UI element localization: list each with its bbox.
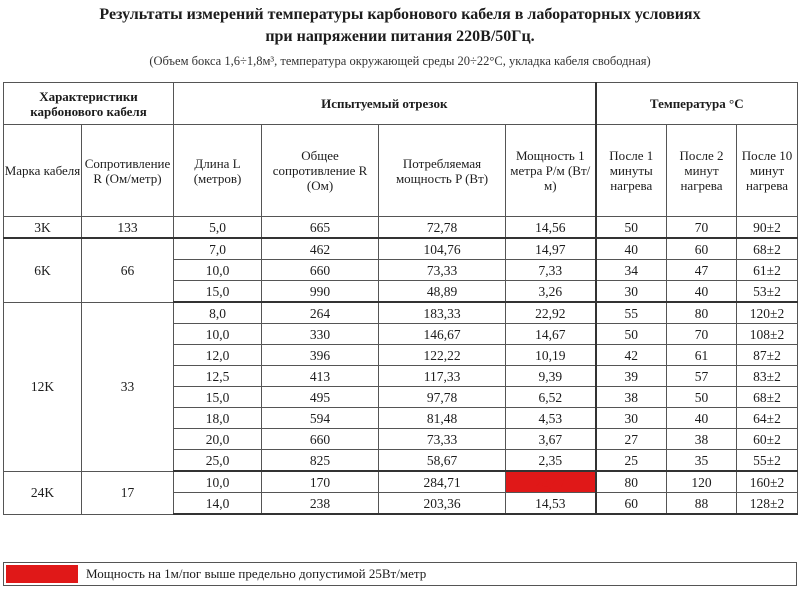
cell-t2: 60 xyxy=(667,238,737,260)
header-after-10-min: После 10 минут нагрева xyxy=(737,125,798,217)
cell-cable-brand: 3K xyxy=(4,217,82,239)
header-resistance: Сопротивление R (Ом/метр) xyxy=(82,125,174,217)
header-characteristics: Характеристики карбонового кабеля xyxy=(4,83,174,125)
cell-t2: 70 xyxy=(667,324,737,345)
cell-t1: 38 xyxy=(596,387,667,408)
cell-per-m: 14,56 xyxy=(506,217,596,239)
cell-power: 203,36 xyxy=(379,493,506,515)
cell-t2: 57 xyxy=(667,366,737,387)
cell-per-m: 14,97 xyxy=(506,238,596,260)
cell-t1: 30 xyxy=(596,281,667,303)
cell-t2: 61 xyxy=(667,345,737,366)
cell-t10: 68±2 xyxy=(737,238,798,260)
cell-t2: 80 xyxy=(667,302,737,324)
cell-power: 284,71 xyxy=(379,471,506,493)
cell-t10: 160±2 xyxy=(737,471,798,493)
cell-t10: 87±2 xyxy=(737,345,798,366)
cell-t1: 27 xyxy=(596,429,667,450)
cell-cable-brand: 12K xyxy=(4,302,82,471)
table-row xyxy=(4,302,798,324)
header-after-1-min: После 1 минуты нагрева xyxy=(596,125,667,217)
cell-per-m: 2,35 xyxy=(506,450,596,472)
header-cable-brand: Марка кабеля xyxy=(4,125,82,217)
cell-power: 122,22 xyxy=(379,345,506,366)
cell-t1: 60 xyxy=(596,493,667,515)
cell-power: 48,89 xyxy=(379,281,506,303)
legend-text: Мощность на 1м/пог выше предельно допустимой 25Вт/метр xyxy=(86,566,427,581)
title-line-1: Результаты измерений температуры карбонового кабеля в лабораторных условиях xyxy=(99,6,701,23)
cell-t1: 55 xyxy=(596,302,667,324)
cell-resistance: 133 xyxy=(82,217,174,239)
cell-power: 81,48 xyxy=(379,408,506,429)
table-row xyxy=(4,217,798,239)
cell-t1: 25 xyxy=(596,450,667,472)
cell-t10: 68±2 xyxy=(737,387,798,408)
subtitle: (Объем бокса 1,6÷1,8м³, температура окружающей среды 20÷22°С, укладка кабеля свободная) xyxy=(149,54,651,68)
cell-t2: 35 xyxy=(667,450,737,472)
cell-t1: 80 xyxy=(596,471,667,493)
cell-per-m: 9,39 xyxy=(506,366,596,387)
cell-t10: 55±2 xyxy=(737,450,798,472)
cell-per-m: 3,67 xyxy=(506,429,596,450)
cell-per-m: 7,33 xyxy=(506,260,596,281)
cell-resistance: 17 xyxy=(82,471,174,514)
cell-length: 18,0 xyxy=(174,408,262,429)
cell-t10: 128±2 xyxy=(737,493,798,515)
cell-length: 15,0 xyxy=(174,281,262,303)
cell-resistance: 66 xyxy=(82,238,174,302)
header-segment: Испытуемый отрезок xyxy=(174,83,596,125)
cell-per-m: 28,47 xyxy=(506,471,596,493)
cell-per-m: 3,26 xyxy=(506,281,596,303)
cell-t1: 42 xyxy=(596,345,667,366)
cell-t1: 40 xyxy=(596,238,667,260)
cell-t2: 40 xyxy=(667,281,737,303)
cell-length: 10,0 xyxy=(174,471,262,493)
cell-total: 330 xyxy=(262,324,379,345)
cell-power: 97,78 xyxy=(379,387,506,408)
cell-total: 825 xyxy=(262,450,379,472)
cell-total: 495 xyxy=(262,387,379,408)
cell-t10: 64±2 xyxy=(737,408,798,429)
cell-power: 72,78 xyxy=(379,217,506,239)
header-power-per-meter: Мощность 1 метра P/м (Вт/м) xyxy=(506,125,596,217)
cell-per-m: 14,67 xyxy=(506,324,596,345)
cell-length: 15,0 xyxy=(174,387,262,408)
cell-total: 413 xyxy=(262,366,379,387)
title-line-2: при напряжении питания 220В/50Гц. xyxy=(265,28,535,45)
cell-per-m: 22,92 xyxy=(506,302,596,324)
cell-length: 10,0 xyxy=(174,260,262,281)
cell-length: 5,0 xyxy=(174,217,262,239)
cell-per-m: 10,19 xyxy=(506,345,596,366)
cell-total: 594 xyxy=(262,408,379,429)
cell-length: 14,0 xyxy=(174,493,262,515)
cell-resistance: 33 xyxy=(82,302,174,471)
cell-t2: 47 xyxy=(667,260,737,281)
cell-length: 12,0 xyxy=(174,345,262,366)
cell-t10: 61±2 xyxy=(737,260,798,281)
cell-length: 20,0 xyxy=(174,429,262,450)
cell-t2: 70 xyxy=(667,217,737,239)
cell-t1: 50 xyxy=(596,217,667,239)
cell-t2: 38 xyxy=(667,429,737,450)
cell-length: 25,0 xyxy=(174,450,262,472)
cell-power: 73,33 xyxy=(379,260,506,281)
cell-t2: 40 xyxy=(667,408,737,429)
cell-total: 660 xyxy=(262,260,379,281)
cell-t10: 90±2 xyxy=(737,217,798,239)
legend xyxy=(3,562,797,586)
cell-t2: 50 xyxy=(667,387,737,408)
table-row xyxy=(4,238,798,260)
legend-swatch xyxy=(6,565,78,583)
header-length: Длина L (метров) xyxy=(174,125,262,217)
cell-t2: 88 xyxy=(667,493,737,515)
cell-length: 12,5 xyxy=(174,366,262,387)
cell-per-m: 4,53 xyxy=(506,408,596,429)
header-after-2-min: После 2 минут нагрева xyxy=(667,125,737,217)
cell-total: 396 xyxy=(262,345,379,366)
cell-per-m: 14,53 xyxy=(506,493,596,515)
cell-t1: 39 xyxy=(596,366,667,387)
cell-total: 170 xyxy=(262,471,379,493)
cell-cable-brand: 6K xyxy=(4,238,82,302)
cell-total: 665 xyxy=(262,217,379,239)
cell-cable-brand: 24K xyxy=(4,471,82,514)
cell-total: 660 xyxy=(262,429,379,450)
cell-power: 58,67 xyxy=(379,450,506,472)
cell-power: 104,76 xyxy=(379,238,506,260)
cell-t2: 120 xyxy=(667,471,737,493)
cell-total: 238 xyxy=(262,493,379,515)
table-body xyxy=(4,217,798,515)
cell-t10: 60±2 xyxy=(737,429,798,450)
table-row xyxy=(4,471,798,493)
cell-t1: 34 xyxy=(596,260,667,281)
cell-power: 117,33 xyxy=(379,366,506,387)
cell-length: 8,0 xyxy=(174,302,262,324)
cell-length: 10,0 xyxy=(174,324,262,345)
cell-total: 462 xyxy=(262,238,379,260)
cell-length: 7,0 xyxy=(174,238,262,260)
results-table xyxy=(3,82,798,515)
cell-t10: 108±2 xyxy=(737,324,798,345)
cell-total: 990 xyxy=(262,281,379,303)
header-power-consumed: Потребляемая мощность P (Вт) xyxy=(379,125,506,217)
cell-per-m: 6,52 xyxy=(506,387,596,408)
cell-t1: 30 xyxy=(596,408,667,429)
cell-t10: 53±2 xyxy=(737,281,798,303)
cell-power: 146,67 xyxy=(379,324,506,345)
cell-t1: 50 xyxy=(596,324,667,345)
cell-total: 264 xyxy=(262,302,379,324)
cell-t10: 120±2 xyxy=(737,302,798,324)
cell-t10: 83±2 xyxy=(737,366,798,387)
header-total-resistance: Общее сопротивление R (Ом) xyxy=(262,125,379,217)
header-temperature: Температура °С xyxy=(596,83,798,125)
cell-power: 73,33 xyxy=(379,429,506,450)
cell-power: 183,33 xyxy=(379,302,506,324)
